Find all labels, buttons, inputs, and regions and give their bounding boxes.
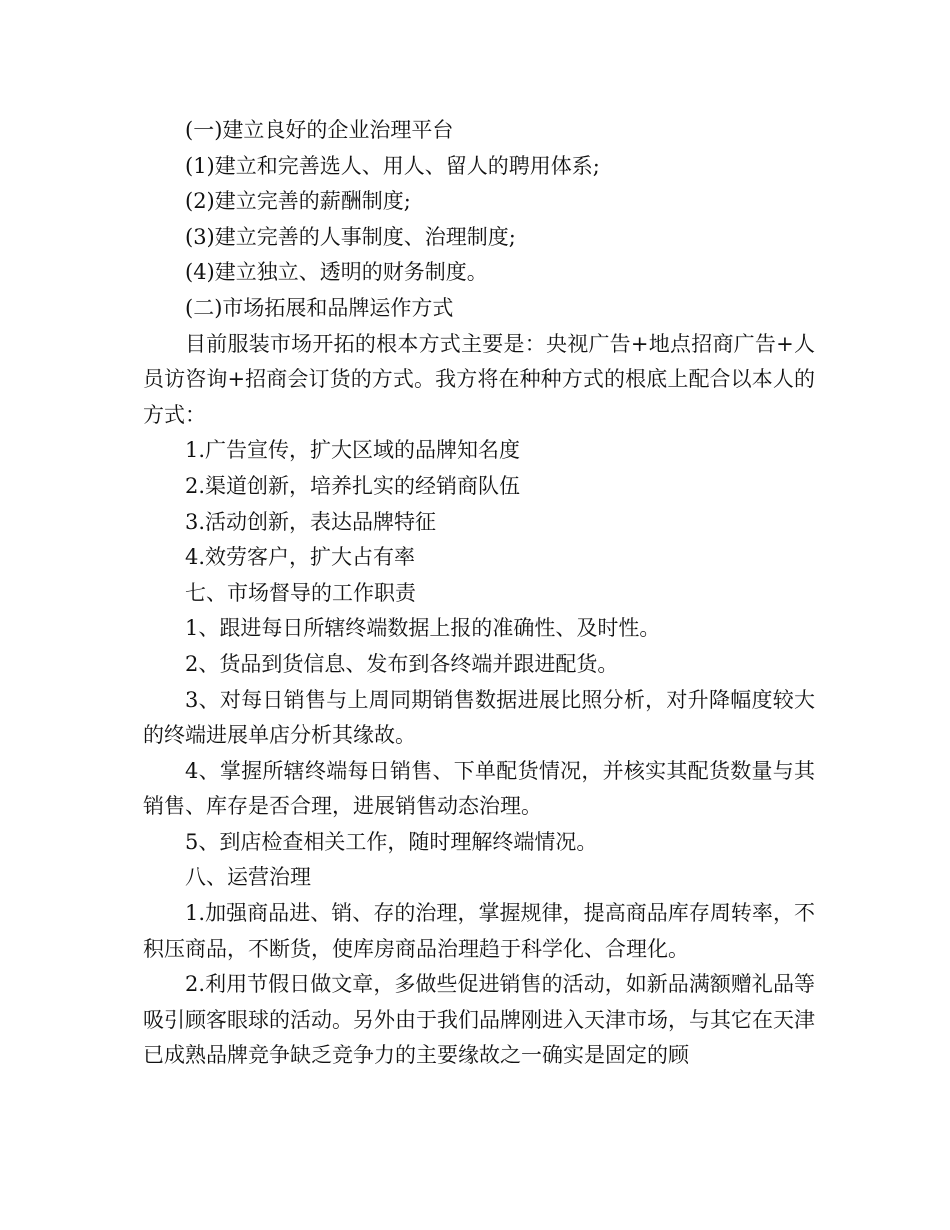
list-item-salary-system: (2)建立完善的薪酬制度; — [185, 189, 411, 214]
list-item-holiday-promotions: 2.利用节假日做文章，多做些促进销售的活动，如新品满额赠礼品等吸引顾客眼球的活动。另外由于我们品牌刚进入天津市场，与其它在天津已成熟品牌竞争缺乏竞争力的主要缘故之一确实是固定的顾 — [143, 972, 815, 1068]
heading-supervisor-duties: 七、市场督导的工作职责 — [185, 580, 416, 605]
list-item-store-inspection: 5、到店检查相关工作，随时理解终端情况。 — [185, 829, 598, 854]
list-item-inventory-management: 1.加强商品进、销、存的治理，掌握规律，提高商品库存周转率，不积压商品，不断货，使库房商品治理趋于科学化、合理化。 — [143, 901, 815, 961]
list-item-goods-arrival: 2、货品到货信息、发布到各终端并跟进配货。 — [185, 651, 619, 676]
heading-governance-platform: (一)建立良好的企业治理平台 — [185, 118, 454, 142]
list-item-finance-system: (4)建立独立、透明的财务制度。 — [185, 260, 488, 285]
paragraph-market-methods: 目前服装市场开拓的根本方式主要是：央视广告+地点招商广告+人员访咨询+招商会订货的方式。我方将在种种方式的根底上配合以本人的方式： — [143, 331, 815, 427]
list-item-order-inventory: 4、掌握所辖终端每日销售、下单配货情况，并核实其配货数量与其销售、库存是否合理，进展销售动态治理。 — [143, 758, 815, 819]
list-item-data-reporting: 1、跟进每日所辖终端数据上报的准确性、及时性。 — [185, 616, 661, 641]
document-body — [143, 113, 815, 1074]
list-item-personnel-system: (3)建立完善的人事制度、治理制度; — [185, 224, 516, 249]
list-item-activity-innovation: 3.活动创新，表达品牌特征 — [185, 509, 437, 534]
heading-market-expansion: (二)市场拓展和品牌运作方式 — [185, 295, 454, 320]
list-item-sales-comparison: 3、对每日销售与上周同期销售数据进展比照分析，对升降幅度较大的终端进展单店分析其缘故。 — [143, 687, 815, 748]
list-item-channel-innovation: 2.渠道创新，培养扎实的经销商队伍 — [185, 473, 521, 498]
list-item-customer-service: 4.效劳客户，扩大占有率 — [185, 545, 416, 570]
heading-operations-management: 八、运营治理 — [185, 865, 311, 890]
list-item-advertising: 1.广告宣传，扩大区域的品牌知名度 — [185, 438, 521, 463]
list-item-hiring-system: (1)建立和完善选人、用人、留人的聘用体系; — [185, 153, 600, 178]
